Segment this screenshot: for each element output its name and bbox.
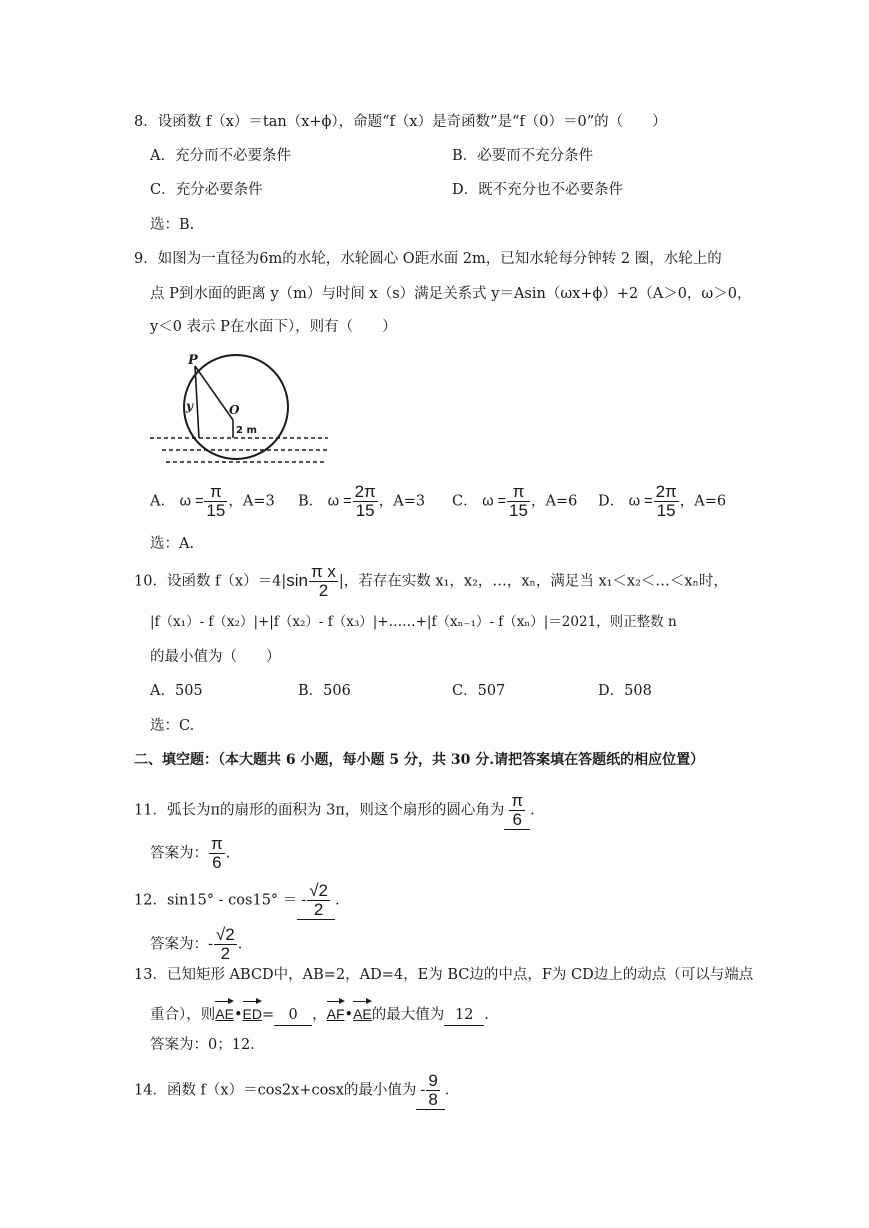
- q9-answer: 选：A.: [150, 536, 195, 552]
- q8-option-c: C．充分必要条件: [150, 182, 263, 198]
- q10-line3: 的最小值为（ ）: [150, 649, 281, 665]
- q8-stem: 8．设函数 f（x）＝tan（x+ϕ），命题“f（x）是奇函数”是“f（0）＝0”的（ ）: [134, 114, 667, 130]
- q8-option-b: B．必要而不充分条件: [452, 148, 594, 164]
- q8-answer: 选：B.: [150, 217, 195, 233]
- q10-option-d: D．508: [598, 683, 652, 699]
- q10-stem: 10．设函数 f（x）＝4|sin $\frac{\text{π x}}{2}$ |，若存在实数 x₁，x₂，…，xₙ，满足当 x₁＜x₂＜…＜xₙ时，: [134, 562, 728, 600]
- q9-stem-line2: 点 P到水面的距离 y（m）与时间 x（s）满足关系式 y＝Asin（ωx+ϕ）+2（A＞0，ω＞0，: [150, 286, 752, 302]
- q12-stem: 12．sin15° - cos15° ＝ - $\frac{√2}{2}$ .: [134, 881, 340, 919]
- figure-label-2m: 2 m: [236, 425, 257, 436]
- q10-option-a: A．505: [150, 683, 203, 699]
- q13-line2: 重合），则AE•ED= 0 ，AF•AE的最大值为 12 .: [150, 1000, 489, 1026]
- q11-stem: 11．弧长为π的扇形的面积为 3π，则这个扇形的圆心角为 $\frac{\pi}{6}$ .: [134, 791, 535, 829]
- q8-option-d: D．既不充分也不必要条件: [452, 182, 624, 198]
- q14-stem: 14．函数 f（x）＝cos2x+cosx的最小值为 - $\frac{9}{8}$ .: [134, 1071, 450, 1109]
- section-2-heading: 二、填空题：（本大题共 6 小题，每小题 5 分，共 30 分.请把答案填在答题纸的相应位置）: [134, 752, 705, 768]
- figure-label-y: y: [186, 399, 193, 413]
- q9-option-d: D． ω = $\frac{2\pi}{15}$ ，A=6: [598, 482, 727, 520]
- figure-label-o: O: [229, 403, 240, 417]
- q9-stem-line3: y＜0 表示 P在水面下），则有（ ）: [150, 319, 397, 335]
- q11-answer: 答案为： $\frac{\pi}{6}$ .: [150, 834, 231, 872]
- figure-label-p: P: [188, 353, 198, 368]
- q13-answer: 答案为：0；12.: [150, 1037, 255, 1053]
- q10-line2: |f（x₁）- f（x₂）|+|f（x₂）- f（x₃）|+……+|f（xₙ₋₁）- f（xₙ）|＝2021，则正整数 n: [150, 614, 677, 630]
- q8-option-a: A．充分而不必要条件: [150, 148, 291, 164]
- q9-option-c: C． ω = $\frac{\pi}{15}$ ，A=6: [452, 482, 578, 520]
- q9-option-b: B． ω = $\frac{2\pi}{15}$ ，A=3: [298, 482, 426, 520]
- water-wheel-figure: [148, 352, 338, 472]
- q13-line1: 13．已知矩形 ABCD中，AB=2，AD=4，E为 BC边的中点，F为 CD边上的动点（可以与端点: [134, 967, 754, 983]
- q9-option-a: A． ω = $\frac{\pi}{15}$ ，A=3: [150, 482, 275, 520]
- q10-option-c: C．507: [452, 683, 506, 699]
- q9-stem-line1: 9．如图为一直径为6m的水轮，水轮圆心 O距水面 2m，已知水轮每分钟转 2 圈，水轮上的: [134, 251, 722, 267]
- q10-answer: 选：C.: [150, 718, 195, 734]
- q12-answer: 答案为：- $\frac{√2}{2}$ .: [150, 925, 243, 963]
- q10-option-b: B．506: [298, 683, 351, 699]
